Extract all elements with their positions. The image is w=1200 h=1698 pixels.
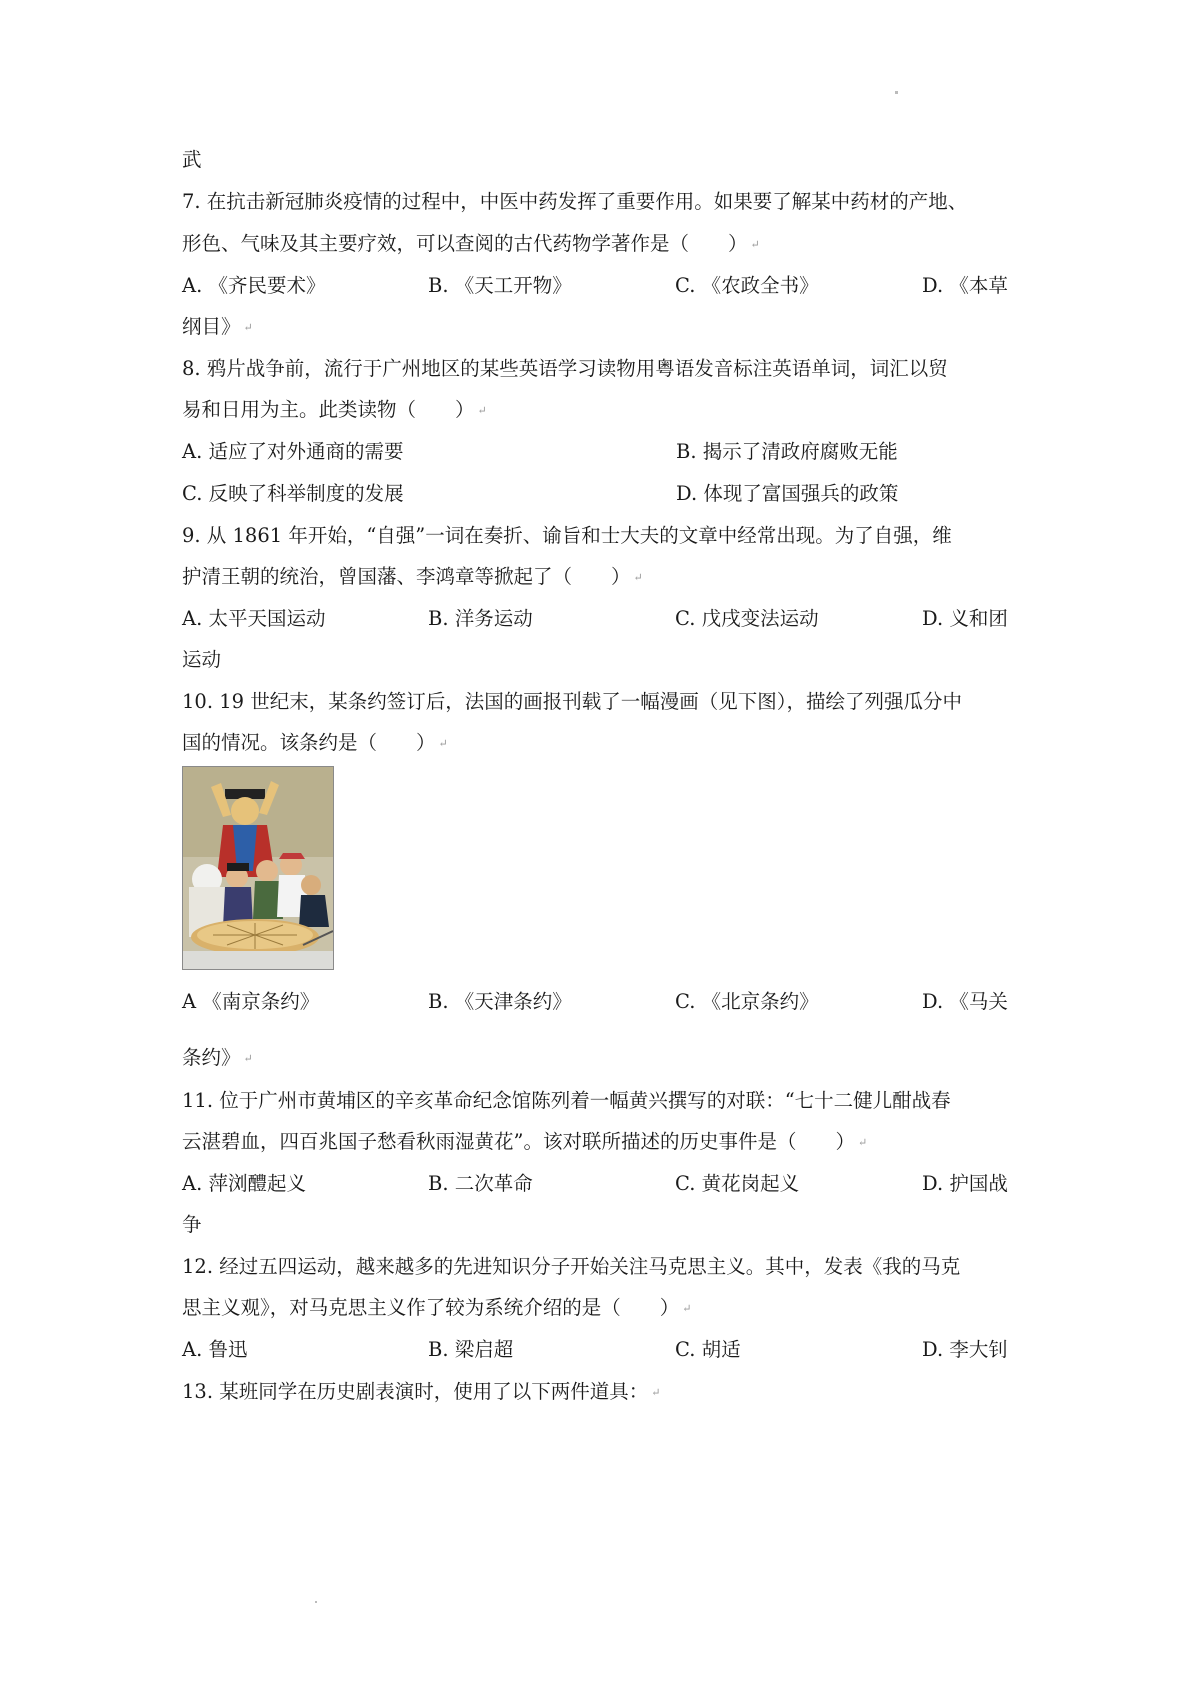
scan-speck	[315, 1601, 317, 1603]
carry-over-text: 武	[182, 148, 202, 171]
q10-option-a: A 《南京条约》	[182, 990, 320, 1013]
q12-option-a: A. 鲁迅	[182, 1338, 248, 1361]
q11-option-a: A. 萍浏醴起义	[182, 1172, 306, 1195]
q12-stem-line-2: 思主义观》，对马克思主义作了较为系统介绍的是（ ） ↵	[182, 1296, 692, 1319]
q7-option-a: A. 《齐民要术》	[182, 274, 326, 297]
q10-stem-line-1: 10. 19 世纪末，某条约签订后，法国的画报刊载了一幅漫画（见下图），描绘了列强瓜分中	[182, 690, 962, 713]
q9-option-d-wrap: 运动	[182, 648, 222, 671]
q8-option-c: C. 反映了科举制度的发展	[182, 482, 404, 505]
q12-stem-line-1: 12. 经过五四运动，越来越多的先进知识分子开始关注马克思主义。其中，发表《我的马克	[182, 1255, 961, 1278]
q8-stem-line-2: 易和日用为主。此类读物（ ） ↵	[182, 398, 487, 421]
q8-stem-line-1: 8. 鸦片战争前，流行于广州地区的某些英语学习读物用粤语发音标注英语单词，词汇以贸	[182, 357, 948, 380]
q13-stem-line-1: 13. 某班同学在历史剧表演时，使用了以下两件道具： ↵	[182, 1380, 661, 1403]
q8-option-d: D. 体现了富国强兵的政策	[676, 482, 899, 505]
q11-option-c: C. 黄花岗起义	[675, 1172, 800, 1195]
q7-stem-line-2: 形色、气味及其主要疗效，可以查阅的古代药物学著作是（ ） ↵	[182, 232, 760, 255]
q7-option-d-wrap: 纲目》 ↵	[182, 315, 253, 338]
q9-stem-line-2: 护清王朝的统治，曾国藩、李鸿章等掀起了（ ） ↵	[182, 565, 643, 588]
q7-option-b: B. 《天工开物》	[428, 274, 572, 297]
q7-stem-line-1: 7. 在抗击新冠肺炎疫情的过程中，中医中药发挥了重要作用。如果要了解某中药材的产地、	[182, 190, 968, 213]
q9-option-b: B. 洋务运动	[428, 607, 533, 630]
q10-option-d-wrap: 条约》 ↵	[182, 1046, 253, 1069]
q11-stem-line-1: 11. 位于广州市黄埔区的辛亥革命纪念馆陈列着一幅黄兴撰写的对联：“七十二健儿酣战春	[182, 1089, 951, 1112]
q12-option-c: C. 胡适	[675, 1338, 741, 1361]
q8-option-b: B. 揭示了清政府腐败无能	[676, 440, 898, 463]
q8-option-a: A. 适应了对外通商的需要	[182, 440, 404, 463]
partition-cartoon-image	[182, 766, 334, 970]
q9-option-a: A. 太平天国运动	[182, 607, 326, 630]
q12-option-b: B. 梁启超	[428, 1338, 514, 1361]
q11-option-d: D. 护国战	[922, 1172, 1008, 1195]
q7-option-c: C. 《农政全书》	[675, 274, 819, 297]
q9-option-d: D. 义和团	[922, 607, 1008, 630]
q11-option-d-wrap: 争	[182, 1213, 202, 1236]
q7-option-d: D. 《本草	[922, 274, 1008, 297]
q10-option-d: D. 《马关	[922, 990, 1008, 1013]
q10-option-b: B. 《天津条约》	[428, 990, 572, 1013]
q9-option-c: C. 戊戌变法运动	[675, 607, 819, 630]
q11-stem-line-2: 云湛碧血，四百兆国子愁看秋雨湿黄花”。该对联所描述的历史事件是（ ） ↵	[182, 1130, 868, 1153]
q11-option-b: B. 二次革命	[428, 1172, 533, 1195]
q10-stem-line-2: 国的情况。该条约是（ ） ↵	[182, 731, 448, 754]
q12-option-d: D. 李大钊	[922, 1338, 1008, 1361]
scan-speck	[895, 91, 898, 94]
q10-option-c: C. 《北京条约》	[675, 990, 819, 1013]
q9-stem-line-1: 9. 从 1861 年开始，“自强”一词在奏折、谕旨和士大夫的文章中经常出现。为了自强，维	[182, 524, 952, 547]
